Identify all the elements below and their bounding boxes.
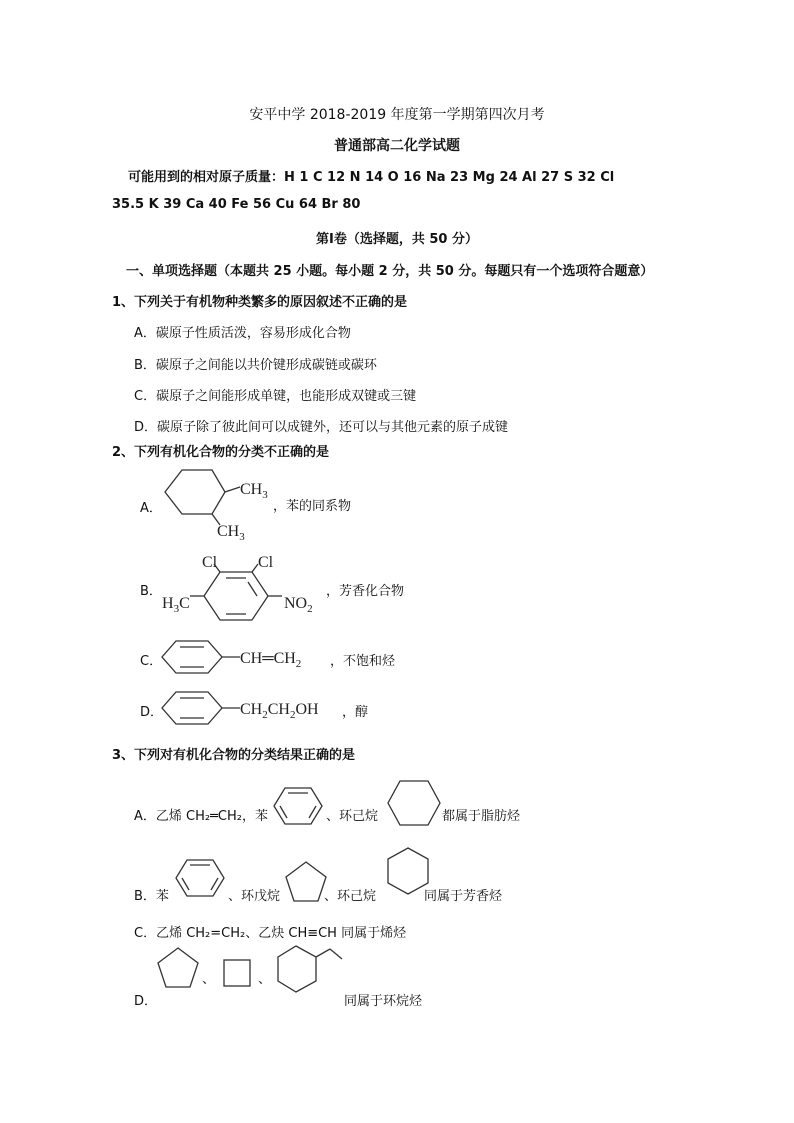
q3-option-d-label: D． xyxy=(134,994,158,1009)
svg-text:CH2CH2OH: $CH_2CH_2OH$ xyxy=(240,701,319,721)
q3-option-c: C．乙烯 CH₂=CH₂、乙炔 CH≡CH 同属于烯烃 xyxy=(134,926,407,941)
q1-option-b: B．碳原子之间能以共价键形成碳链或碳环 xyxy=(134,358,377,373)
cyclohexane-ring-icon xyxy=(386,779,442,827)
cl-label-2: Cl xyxy=(258,554,274,571)
q3-option-a-part3: 都属于脂肪烃 xyxy=(442,809,521,824)
q2-option-b-text: ，芳香化合物 xyxy=(326,584,405,599)
q2-option-d-text: ，醇 xyxy=(342,705,369,720)
phenylethanol-structure xyxy=(160,689,350,729)
cl-label-1: Cl xyxy=(202,554,218,571)
q2-option-d-label: D． xyxy=(140,705,164,720)
ethylcyclohexane-structure xyxy=(276,944,346,1000)
exam-title: 安平中学 2018-2019 年度第一学期第四次月考 xyxy=(249,107,545,123)
q3-option-d-text: 同属于环烷烃 xyxy=(344,994,423,1009)
dichloro-nitrotoluene-structure xyxy=(160,550,330,630)
q2-option-c-text: ，不饱和烃 xyxy=(330,654,396,669)
q3-option-b-part4: 同属于芳香烃 xyxy=(424,889,503,904)
svg-text:CH═CH2: $CH═CH_2$ xyxy=(240,650,302,670)
q3-option-b-part1: B．苯 xyxy=(134,889,169,904)
ch3-label-2: CH xyxy=(217,523,240,540)
dimethylcyclohexane-structure xyxy=(160,465,280,545)
q2-option-c-label: C． xyxy=(140,654,163,669)
volume-title: 第Ⅰ卷（选择题，共 50 分） xyxy=(316,232,478,247)
q1-stem: 1、下列关于有机物种类繁多的原因叙述不正确的是 xyxy=(112,295,408,310)
benzene-ring-icon xyxy=(174,858,226,898)
q1-option-d: D．碳原子除了彼此间可以成键外，还可以与其他元素的原子成键 xyxy=(134,420,509,435)
no2-label: NO xyxy=(284,595,308,612)
atomic-masses-line2: 35.5 K 39 Ca 40 Fe 56 Cu 64 Br 80 xyxy=(112,197,361,212)
exam-subtitle: 普通部高二化学试题 xyxy=(334,138,460,154)
part-title: 一、单项选择题（本题共 25 小题。每小题 2 分，共 50 分。每题只有一个选项符合题意） xyxy=(126,264,654,279)
ch2ch2oh-group: CH xyxy=(240,701,263,718)
svg-text:H3C: $H_3C$ xyxy=(162,595,190,615)
q3-option-b-part2: 、环戊烷 xyxy=(228,889,281,904)
benzene-ring-icon xyxy=(272,786,324,826)
q3-option-a-part2: 、环己烷 xyxy=(326,809,379,824)
q3-option-b-part3: 、环己烷 xyxy=(324,889,377,904)
q3-option-a-part1: A．乙烯 CH₂═CH₂，苯 xyxy=(134,809,268,824)
q2-option-a-label: A． xyxy=(140,501,162,516)
svg-text:CH3: $CH_3$ xyxy=(217,523,245,543)
vinyl-group: CH═CH xyxy=(240,650,296,667)
q3-option-d-sep2: 、 xyxy=(258,972,272,987)
svg-text:NO2: $NO_2$ xyxy=(284,595,313,615)
q1-option-c: C．碳原子之间能形成单键，也能形成双键或三键 xyxy=(134,389,417,404)
svg-text:CH3: $CH_3$ xyxy=(240,481,268,501)
cyclopentane-ring-icon xyxy=(156,946,200,990)
q2-stem: 2、下列有机化合物的分类不正确的是 xyxy=(112,445,330,460)
q2-option-b-label: B． xyxy=(140,584,162,599)
cyclobutane-ring-icon xyxy=(222,958,252,988)
ch3-label-1: CH xyxy=(240,481,263,498)
atomic-masses-line1: 可能用到的相对原子质量：H 1 C 12 N 14 O 16 Na 23 Mg 24 Al 27 S 32 Cl xyxy=(128,170,615,185)
q2-option-a-text: ，苯的同系物 xyxy=(273,499,352,514)
q3-option-d-sep1: 、 xyxy=(202,972,216,987)
h3c-label: H xyxy=(162,595,174,612)
q1-option-a: A．碳原子性质活泼，容易形成化合物 xyxy=(134,326,351,341)
cyclopentane-ring-icon xyxy=(284,860,328,904)
q3-stem: 3、下列对有机化合物的分类结果正确的是 xyxy=(112,748,356,763)
styrene-structure xyxy=(160,638,330,678)
